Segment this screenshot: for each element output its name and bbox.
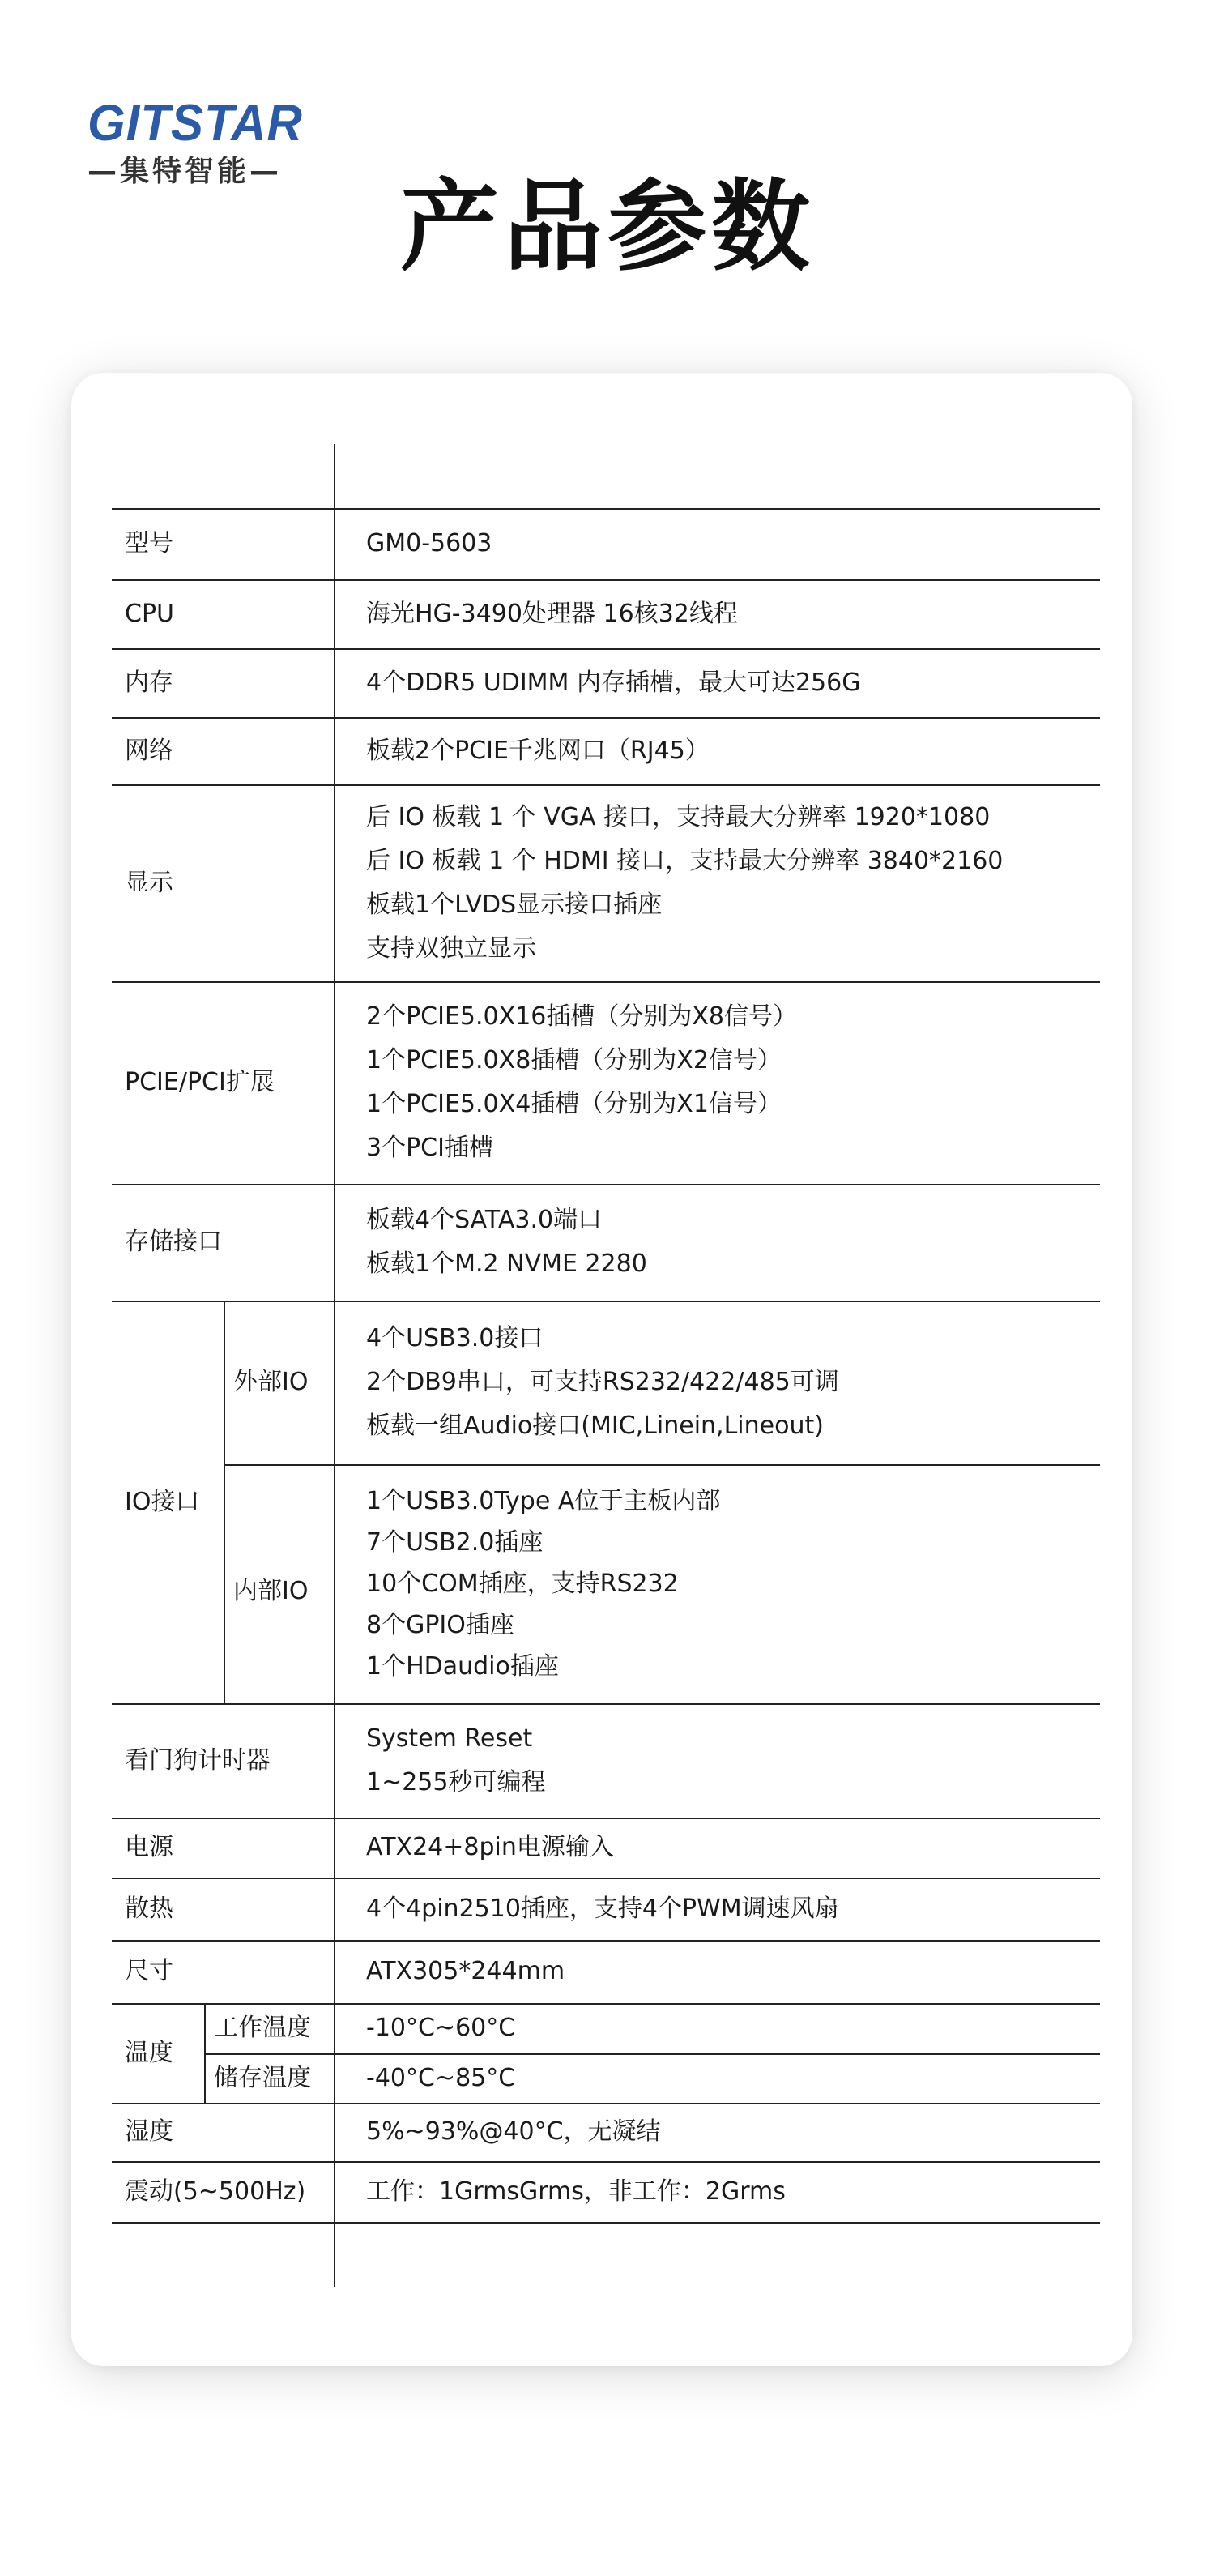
spec-label-network: 网络 (125, 736, 173, 765)
spec-value-memory (366, 648, 1095, 717)
spec-line: 板载一组Audio接口(MIC,Linein,Lineout) (366, 1412, 824, 1440)
spec-label-watchdog: 看门狗计时器 (125, 1745, 271, 1775)
spec-line: 5%~93%@40°C，无凝结 (366, 2117, 661, 2146)
spec-line: 4个4pin2510插座，支持4个PWM调速风扇 (366, 1894, 839, 1923)
spec-value-cooling (366, 1878, 1095, 1940)
spec-value-operating-temp (366, 2003, 1095, 2053)
spec-line: -40°C~85°C (366, 2063, 516, 2092)
spec-line: 4个DDR5 UDIMM 内存插槽，最大可达256G (366, 668, 861, 697)
spec-value-cpu (366, 579, 1095, 648)
page-title: 产品参数 (400, 169, 815, 284)
spec-value-watchdog (366, 1703, 1095, 1818)
spec-value-display (366, 784, 1095, 981)
spec-value-size (366, 1940, 1095, 2003)
spec-line: 1个PCIE5.0X4插槽（分别为X1信号） (366, 1090, 782, 1118)
spec-line: 板载4个SATA3.0端口 (366, 1206, 603, 1234)
spec-line: System Reset (366, 1724, 533, 1753)
spec-line: 3个PCI插槽 (366, 1134, 493, 1162)
spec-value-external-io (366, 1301, 1095, 1464)
spec-line: 1个PCIE5.0X8插槽（分别为X2信号） (366, 1046, 782, 1074)
spec-label-memory: 内存 (125, 668, 173, 697)
spec-sublabel-internal-io: 内部IO (233, 1576, 309, 1605)
spec-sublabel-storage-temp: 储存温度 (214, 2063, 311, 2092)
spec-line: 10个COM插座，支持RS232 (366, 1570, 679, 1598)
spec-line: ATX305*244mm (366, 1957, 565, 1985)
spec-label-display: 显示 (125, 868, 173, 897)
spec-line: 2个PCIE5.0X16插槽（分别为X8信号） (366, 1002, 798, 1031)
spec-label-power: 电源 (125, 1833, 173, 1861)
spec-label-model: 型号 (125, 529, 173, 557)
spec-line: 2个DB9串口，可支持RS232/422/485可调 (366, 1368, 839, 1396)
spec-line: 板载2个PCIE千兆网口（RJ45） (366, 736, 710, 765)
spec-line: 1~255秒可编程 (366, 1767, 546, 1796)
spec-line: 4个USB3.0接口 (366, 1324, 544, 1352)
brand-subtitle: —集特智能— (87, 155, 283, 188)
spec-line: 1个HDaudio插座 (366, 1652, 559, 1681)
spec-label-cpu: CPU (125, 599, 174, 628)
spec-value-network (366, 717, 1095, 784)
spec-line: ATX24+8pin电源输入 (366, 1833, 614, 1861)
spec-line: 板载1个LVDS显示接口插座 (366, 890, 663, 919)
spec-label-humidity: 湿度 (125, 2117, 173, 2146)
spec-sublabel-external-io: 外部IO (233, 1368, 309, 1396)
spec-value-model (366, 508, 1095, 579)
brand-name: GITSTAR (87, 94, 303, 152)
spec-line: 1个USB3.0Type A位于主板内部 (366, 1487, 721, 1515)
spec-line: -10°C~60°C (366, 2014, 516, 2042)
spec-value-storage-temp (366, 2053, 1095, 2103)
spec-label-cooling: 散热 (125, 1894, 173, 1923)
spec-value-storage (366, 1184, 1095, 1301)
spec-line: 板载1个M.2 NVME 2280 (366, 1250, 647, 1278)
spec-value-power (366, 1818, 1095, 1878)
spec-value-humidity (366, 2103, 1095, 2161)
spec-label-vibration: 震动(5~500Hz) (125, 2177, 306, 2206)
spec-label-io: IO接口 (125, 1487, 200, 1516)
spec-value-vibration (366, 2161, 1095, 2222)
spec-label-size: 尺寸 (125, 1957, 173, 1985)
spec-line: 8个GPIO插座 (366, 1611, 514, 1639)
row-divider (112, 2222, 1100, 2224)
spec-value-internal-io (366, 1464, 1095, 1703)
spec-line: 工作：1GrmsGrms，非工作：2Grms (366, 2177, 786, 2206)
spec-line: 后 IO 板载 1 个 VGA 接口，支持最大分辨率 1920*1080 (366, 802, 991, 831)
spec-line: 支持双独立显示 (366, 933, 536, 963)
spec-sublabel-operating-temp: 工作温度 (214, 2014, 311, 2042)
spec-value-pcie (366, 981, 1095, 1184)
spec-line: 后 IO 板载 1 个 HDMI 接口，支持最大分辨率 3840*2160 (366, 846, 1004, 875)
spec-label-temperature: 温度 (125, 2038, 173, 2067)
spec-line: 海光HG-3490处理器 16核32线程 (366, 599, 738, 628)
spec-line: 7个USB2.0插座 (366, 1528, 544, 1557)
spec-label-pcie: PCIE/PCI扩展 (125, 1068, 275, 1096)
spec-line: GM0-5603 (366, 529, 492, 557)
spec-label-storage: 存储接口 (125, 1228, 222, 1256)
